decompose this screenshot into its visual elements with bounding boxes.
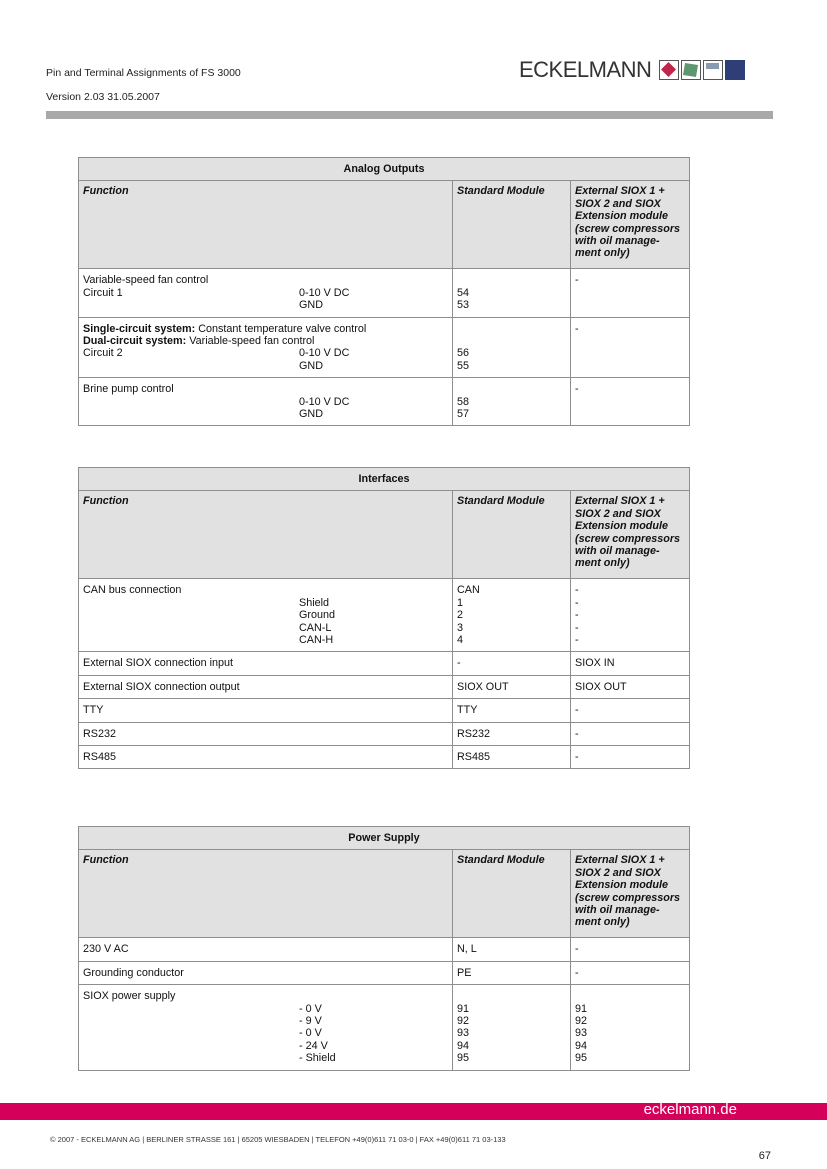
terminal-value: 56	[457, 347, 470, 360]
function-text: SIOX power supply	[83, 990, 176, 1003]
terminal-value: -	[575, 634, 579, 647]
logo-square-navy	[725, 60, 745, 80]
signal-text: 0-10 V DC	[299, 347, 350, 360]
column-header-standard-module: Standard Module	[453, 181, 571, 269]
terminal-value: 92	[575, 1015, 588, 1028]
terminal-value: 53	[457, 299, 470, 312]
table-row	[79, 746, 690, 769]
function-text: Variable-speed fan control	[83, 274, 209, 287]
column-header-function: Function	[79, 850, 453, 938]
terminal-value: 4	[457, 634, 464, 647]
column-header-external: External SIOX 1 + SIOX 2 and SIOX Extension module (screw compressors with oil manage-ment only)	[571, 850, 690, 938]
terminal-value: 55	[457, 359, 470, 372]
signal-text: 0-10 V DC	[299, 395, 350, 408]
function-text: Grounding conductor	[79, 961, 453, 984]
signal-text: CAN-L	[299, 621, 332, 634]
table-row	[79, 652, 690, 675]
column-header-external: External SIOX 1 + SIOX 2 and SIOX Extension module (screw compressors with oil manage-ment only)	[571, 491, 690, 579]
table-row	[79, 961, 690, 984]
signal-text: - 0 V	[299, 1002, 322, 1015]
terminal-value: TTY	[453, 699, 571, 722]
terminal-value: 93	[575, 1027, 588, 1040]
column-header-standard-module: Standard Module	[453, 491, 571, 579]
table-row	[79, 317, 690, 378]
terminal-value: -	[575, 596, 579, 609]
terminal-value: 92	[457, 1015, 470, 1028]
terminal-value: -	[575, 584, 579, 597]
terminal-value: RS485	[453, 746, 571, 769]
terminal-value: SIOX IN	[571, 652, 690, 675]
terminal-value: -	[571, 938, 690, 961]
eckelmann-logo	[519, 56, 745, 84]
function-text: Circuit 1	[83, 286, 123, 299]
function-text: RS232	[79, 722, 453, 745]
terminal-value: -	[571, 746, 690, 769]
terminal-value: PE	[453, 961, 571, 984]
terminal-value: 91	[457, 1002, 470, 1015]
terminal-value: -	[575, 274, 579, 287]
table-row	[79, 985, 690, 1070]
table-row	[79, 675, 690, 698]
terminal-value: -	[575, 322, 579, 335]
function-text: Single-circuit system: Constant temperature valve control	[83, 322, 367, 335]
footer-website-link[interactable]: eckelmann.de	[643, 1101, 737, 1118]
terminal-value: -	[571, 961, 690, 984]
document-title: Pin and Terminal Assignments of FS 3000	[46, 67, 241, 79]
terminal-value: 93	[457, 1027, 470, 1040]
function-text: 230 V AC	[79, 938, 453, 961]
table-row	[79, 938, 690, 961]
function-text: Circuit 2	[83, 347, 123, 360]
terminal-value: -	[571, 699, 690, 722]
power-supply-table	[78, 826, 690, 1071]
header-divider	[46, 111, 773, 119]
signal-text: Ground	[299, 609, 336, 622]
table-caption: Interfaces	[79, 468, 690, 491]
terminal-value: 57	[457, 408, 470, 421]
terminal-value: 94	[575, 1039, 588, 1052]
function-text: TTY	[79, 699, 453, 722]
column-header-standard-module: Standard Module	[453, 850, 571, 938]
table-caption: Analog Outputs	[79, 158, 690, 181]
terminal-value: -	[575, 621, 579, 634]
footer-copyright: © 2007 - ECKELMANN AG | BERLINER STRASSE 161 | 65205 WIESBADEN | TELEFON +49(0)611 71 03-0 | FAX +49(0)611 71 03-133	[50, 1135, 506, 1144]
table-row	[79, 722, 690, 745]
terminal-value: 2	[457, 609, 464, 622]
interfaces-table	[78, 467, 690, 769]
column-header-function: Function	[79, 491, 453, 579]
signal-text: GND	[299, 359, 323, 372]
analog-outputs-table	[78, 157, 690, 426]
terminal-value: N, L	[453, 938, 571, 961]
terminal-value: -	[575, 383, 579, 396]
table-row	[79, 269, 690, 317]
logo-square-green	[681, 60, 701, 80]
function-text: External SIOX connection input	[79, 652, 453, 675]
terminal-value: 3	[457, 621, 464, 634]
terminal-value: 95	[575, 1052, 588, 1065]
table-caption: Power Supply	[79, 827, 690, 850]
column-header-function: Function	[79, 181, 453, 269]
logo-square-red	[659, 60, 679, 80]
signal-text: Shield	[299, 596, 330, 609]
page-number: 67	[758, 1150, 771, 1162]
column-header-external: External SIOX 1 + SIOX 2 and SIOX Extension module (screw compressors with oil manage-ment only)	[571, 181, 690, 269]
terminal-value: -	[453, 652, 571, 675]
logo-wordmark: ECKELMANN	[519, 57, 652, 82]
terminal-value: SIOX OUT	[453, 675, 571, 698]
signal-text: 0-10 V DC	[299, 286, 350, 299]
terminal-value: 91	[575, 1002, 588, 1015]
function-text: Dual-circuit system: Variable-speed fan control	[83, 335, 315, 348]
function-text: RS485	[79, 746, 453, 769]
terminal-value: 58	[457, 395, 470, 408]
logo-square-gray	[703, 60, 723, 80]
terminal-value: 54	[457, 286, 470, 299]
footer-bar	[0, 1103, 827, 1120]
table-row	[79, 579, 690, 652]
terminal-value: CAN	[457, 584, 480, 597]
signal-text: - 0 V	[299, 1027, 322, 1040]
terminal-value: 94	[457, 1039, 470, 1052]
terminal-value: -	[575, 609, 579, 622]
terminal-value: -	[571, 722, 690, 745]
signal-text: - Shield	[299, 1052, 336, 1065]
table-row	[79, 699, 690, 722]
signal-text: GND	[299, 299, 323, 312]
signal-text: GND	[299, 408, 323, 421]
terminal-value: RS232	[453, 722, 571, 745]
function-text: Brine pump control	[83, 383, 174, 396]
terminal-value: 1	[457, 596, 464, 609]
signal-text: CAN-H	[299, 634, 334, 647]
signal-text: - 24 V	[299, 1039, 328, 1052]
logo-squares-icon	[657, 60, 745, 80]
function-text: CAN bus connection	[83, 584, 182, 597]
function-text: External SIOX connection output	[79, 675, 453, 698]
terminal-value: SIOX OUT	[571, 675, 690, 698]
signal-text: - 9 V	[299, 1015, 322, 1028]
document-version: Version 2.03 31.05.2007	[46, 91, 160, 103]
table-row	[79, 378, 690, 426]
terminal-value: 95	[457, 1052, 470, 1065]
